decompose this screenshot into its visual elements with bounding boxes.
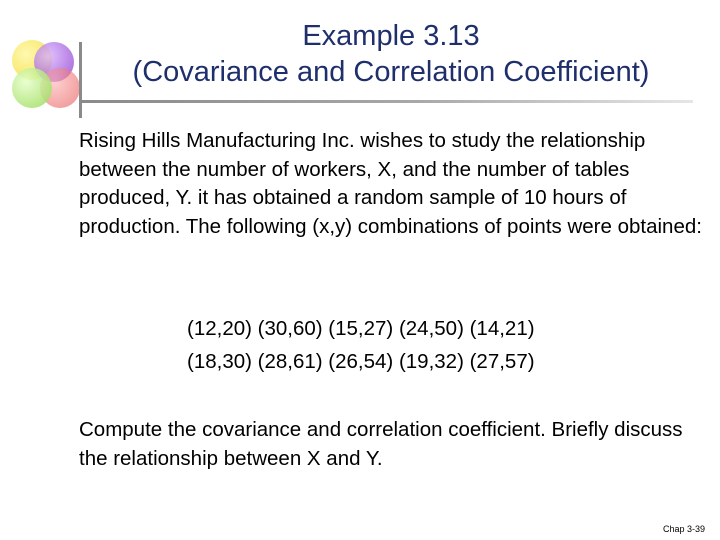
logo-green-circle <box>12 68 52 108</box>
vertical-rule <box>79 42 82 118</box>
logo-circles-icon <box>8 38 86 116</box>
intro-paragraph: Rising Hills Manufacturing Inc. wishes to study the relationship between the number of workers, X, and the number of tables produced, Y. it has obtained a random sample of 10 hours of production. The following (x,y) combinations of points were obtained: <box>79 129 702 238</box>
points-row-2: (18,30) (28,61) (26,54) (19,32) (27,57) <box>187 350 535 373</box>
question-paragraph: Compute the covariance and correlation coefficient. Briefly discuss the relationship between X and Y. <box>79 418 683 470</box>
data-points <box>187 312 535 378</box>
title-underline <box>79 100 693 103</box>
title-line-1: Example 3.13 <box>302 20 480 52</box>
slide-number: Chap 3-39 <box>662 524 705 534</box>
points-row-1: (12,20) (30,60) (15,27) (24,50) (14,21) <box>187 317 535 340</box>
title-line-2: (Covariance and Correlation Coefficient) <box>132 56 650 88</box>
slide-title <box>96 18 686 90</box>
